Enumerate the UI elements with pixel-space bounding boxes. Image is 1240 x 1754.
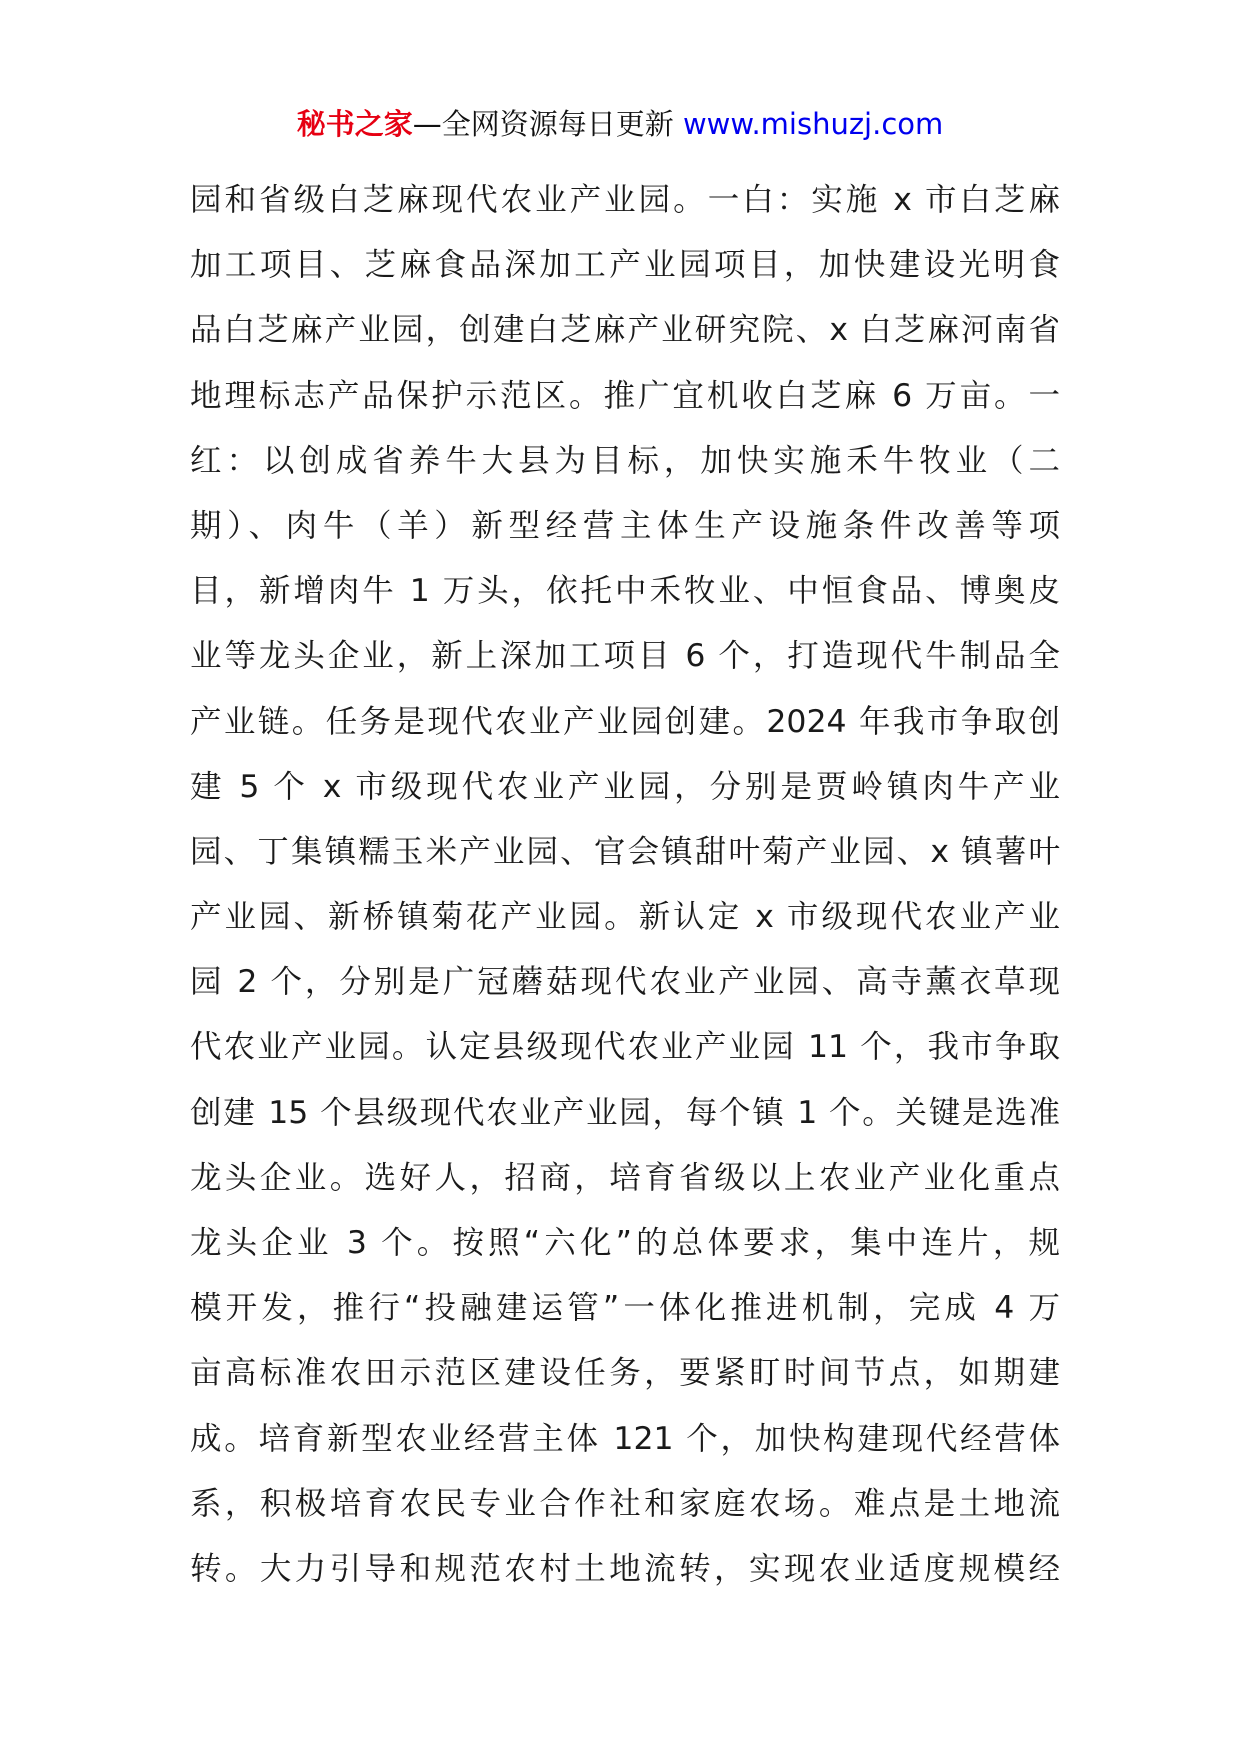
text-line: 亩高标准农田示范区建设任务，要紧盯时间节点，如期建 bbox=[190, 1355, 1060, 1392]
text-line: 期）、肉牛（羊）新型经营主体生产设施条件改善等项 bbox=[190, 507, 1060, 544]
text-line: 园、丁集镇糯玉米产业园、官会镇甜叶菊产业园、x 镇薯叶 bbox=[190, 833, 1060, 870]
text-line: 目，新增肉牛 1 万头，依托中禾牧业、中恒食品、博奥皮 bbox=[190, 573, 1060, 610]
text-line: 代农业产业园。认定县级现代农业产业园 11 个，我市争取 bbox=[190, 1029, 1060, 1066]
text-line: 建 5 个 x 市级现代农业产业园，分别是贾岭镇肉牛产业 bbox=[190, 768, 1060, 805]
brand-name: 秘书之家 bbox=[296, 107, 413, 141]
text-line: 龙头企业 3 个。按照“六化”的总体要求，集中连片，规 bbox=[190, 1225, 1060, 1261]
page-header bbox=[0, 104, 1240, 144]
text-line: 红：以创成省养牛大县为目标，加快实施禾牛牧业（二 bbox=[190, 442, 1060, 479]
text-line: 业等龙头企业，新上深加工项目 6 个，打造现代牛制品全 bbox=[190, 638, 1060, 675]
document-body bbox=[190, 168, 1060, 1602]
text-line: 转。大力引导和规范农村土地流转，实现农业适度规模经 bbox=[190, 1550, 1060, 1587]
text-line: 产业链。任务是现代农业产业园创建。2024 年我市争取创 bbox=[190, 703, 1060, 740]
header-tagline: —全网资源每日更新 bbox=[412, 107, 683, 141]
text-line: 地理标志产品保护示范区。推广宜机收白芝麻 6 万亩。一 bbox=[190, 377, 1060, 414]
text-line: 产业园、新桥镇菊花产业园。新认定 x 市级现代农业产业 bbox=[190, 899, 1060, 936]
text-line: 模开发，推行“投融建运管”一体化推进机制，完成 4 万 bbox=[190, 1290, 1060, 1327]
website-link[interactable]: www.mishuzj.com bbox=[682, 107, 944, 141]
text-line: 系，积极培育农民专业合作社和家庭农场。难点是土地流 bbox=[190, 1485, 1060, 1522]
text-line: 龙头企业。选好人，招商，培育省级以上农业产业化重点 bbox=[190, 1159, 1060, 1196]
text-line: 成。培育新型农业经营主体 121 个，加快构建现代经营体 bbox=[190, 1420, 1060, 1457]
text-line: 园 2 个，分别是广冠蘑菇现代农业产业园、高寺薰衣草现 bbox=[190, 964, 1060, 1001]
text-line: 园和省级白芝麻现代农业产业园。一白：实施 x 市白芝麻 bbox=[190, 182, 1060, 218]
text-line: 加工项目、芝麻食品深加工产业园项目，加快建设光明食 bbox=[190, 247, 1060, 284]
text-line: 品白芝麻产业园，创建白芝麻产业研究院、x 白芝麻河南省 bbox=[190, 312, 1060, 349]
text-line: 创建 15 个县级现代农业产业园，每个镇 1 个。关键是选准 bbox=[190, 1094, 1060, 1131]
